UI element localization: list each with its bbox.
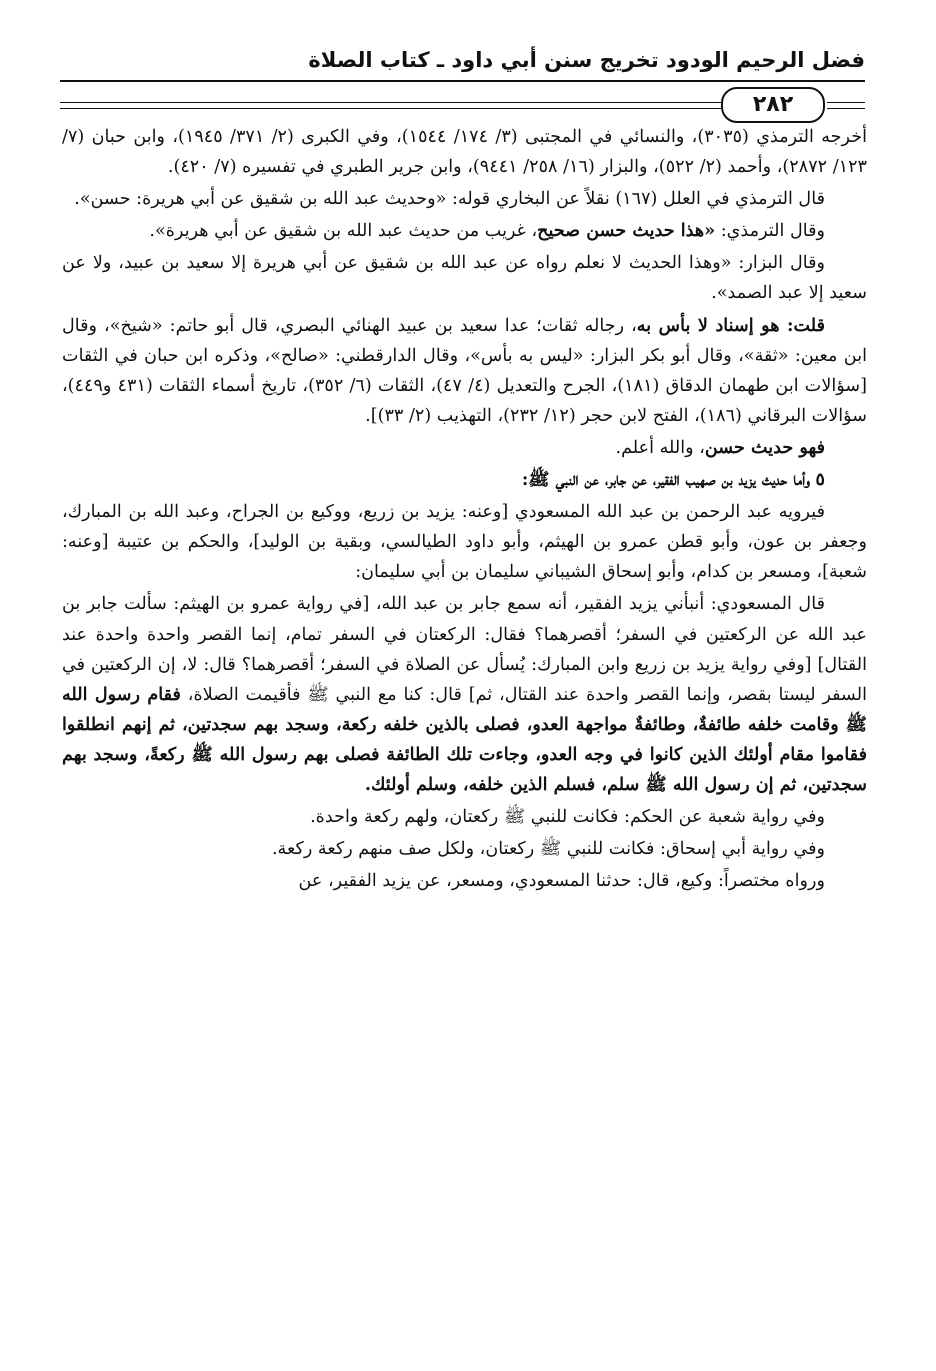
section-heading-text: وأما حديث يزيد بن صهيب الفقير، عن جابر، عن النبي ﷺ: xyxy=(521,469,810,491)
paragraph-bold-text: قلت: هو إسناد لا بأس به xyxy=(636,314,825,336)
header-rule xyxy=(60,80,865,82)
paragraph-text: أخرجه الترمذي (٣٠٣٥)، والنسائي في المجتبى (٣/ ١٧٤/ ١٥٤٤)، وفي الكبرى (٢/ ٣٧١/ ١٩٤٥)، وابن حبان (٧/ ١٢٣/ ٢٨٧٢)، وأحمد (٢/ ٥٢٢)، والبزار (١٦/ ٢٥٨/ ٩٤٤١)، وابن جرير الطبري في تفسيره (٧/ ٤٢٠). xyxy=(62,127,868,178)
paragraph-text: قال الترمذي في العلل (١٦٧) نقلاً عن البخاري قوله: «وحديث عبد الله بن شقيق عن أبي هريرة: حسن». xyxy=(74,189,825,210)
paragraph-takhrij xyxy=(62,122,867,182)
bullet-icon: ٥ xyxy=(815,469,825,491)
paragraph-narrators xyxy=(62,497,867,587)
paragraph-masudi-hadith xyxy=(62,589,867,800)
body-text xyxy=(62,122,867,898)
paragraph-text: وقال البزار: «وهذا الحديث لا نعلم رواه عن عبد الله بن شقيق عن أبي هريرة إلا سعيد بن عبيد، ولا عن سعيد إلا عبد الصمد». xyxy=(62,253,867,304)
paragraph-bold-text: فقام رسول الله ﷺ وقامت خلفه طائفةٌ، وطائفةٌ مواجهة العدو، فصلى بالذين خلفه ركعة، وسجد بهم سجدتين، ثم إنهم انطلقوا فقاموا مقام أولئك الذين كانوا في وجه العدو، وجاءت تلك الطائفة فصلى بهم رسول الله ﷺ ركعةً، وسجد بهم سجدتين، ثم إن رسول الله ﷺ سلم، فسلم الذين خلفه، وسلم أولئك. xyxy=(62,683,867,795)
paragraph-text: ، غريب من حديث عبد الله بن شقيق عن أبي هريرة». xyxy=(149,221,538,242)
page-number-ornament xyxy=(60,87,865,121)
page-number: ٢٨٢ xyxy=(721,87,825,123)
paragraph-text: فيرويه عبد الرحمن بن عبد الله المسعودي [وعنه: يزيد بن زريع، ووكيع بن الجراح، وعبد الله بن المبارك، وجعفر بن عون، وأبو قطن عمرو بن الهيثم، وأبو داود الطيالسي، وبقية بن الوليد]، والحكم بن عتيبة [وعنه: شعبة]، ومسعر بن كدام، وأبو إسحاق الشيباني سليمان بن أبي سليمان: xyxy=(62,502,867,583)
paragraph-bold-text: «هذا حديث حسن صحيح xyxy=(537,220,716,242)
paragraph-text: وفي رواية شعبة عن الحكم: فكانت للنبي ﷺ ركعتان، ولهم ركعة واحدة. xyxy=(310,807,825,828)
running-header xyxy=(60,42,865,117)
paragraph-tirmidhi-grade xyxy=(62,216,867,246)
paragraph-text: وقال الترمذي: xyxy=(715,221,825,242)
paragraph-conclusion xyxy=(62,433,867,463)
ornament-line-right xyxy=(827,102,865,109)
paragraph-text: وفي رواية أبي إسحاق: فكانت للنبي ﷺ ركعتان، ولكل صف منهم ركعة ركعة. xyxy=(271,839,825,860)
paragraph-waki xyxy=(62,866,867,896)
paragraph-tirmidhi-ilal xyxy=(62,184,867,214)
paragraph-text: قال المسعودي: أنبأني يزيد الفقير، أنه سمع جابر بن عبد الله، [في رواية عمرو بن الهيثم: سألت جابر بن عبد الله عن الركعتين في السفر؛ أقصرهما؟ فقال: الركعتان في السفر تمام، إنما القصر واحدة واحدة عند القتال] [وفي رواية يزيد بن زريع وابن المبارك: يُسأل عن الصلاة في السفر؛ أقصرهما؟ قال: لا، إن الركعتين في السفر ليستا بقصر، وإنما القصر واحدة عند القتال، ثم] قال: كنا مع النبي ﷺ فأقيمت الصلاة، xyxy=(62,594,867,705)
paragraph-abu-ishaq-riwaya xyxy=(62,834,867,864)
paragraph-bazzar xyxy=(62,248,867,308)
header-title: فضل الرحيم الودود تخريج سنن أبي داود ـ كتاب الصلاة xyxy=(308,48,865,72)
paragraph-bold-text: فهو حديث حسن xyxy=(704,436,825,458)
paragraph-text: ، والله أعلم. xyxy=(615,437,705,458)
section-heading-jabir xyxy=(62,465,867,495)
paragraph-shuba-riwaya xyxy=(62,802,867,832)
paragraph-text: ورواه مختصراً: وكيع، قال: حدثنا المسعودي، ومسعر، عن يزيد الفقير، عن xyxy=(298,871,825,892)
paragraph-author-note xyxy=(62,311,867,431)
ornament-line-left xyxy=(60,102,725,109)
paragraph-text: ، رجاله ثقات؛ عدا سعيد بن عبيد الهنائي البصري، قال أبو حاتم: «شيخ»، وقال ابن معين: «ثقة»، وقال أبو بكر البزار: «ليس به بأس»، وقال الدارقطني: «صالح»، وذكره ابن حبان في الثقات [سؤالات ابن طهمان الدقاق (١٨١)، الجرح والتعديل (٤/ ٤٧)، الثقات (٦/ ٣٥٢)، تاريخ أسماء الثقات (٤٣١ و٤٤٩)، سؤالات البرقاني (١٨٦)، الفتح لابن حجر (١٢/ ٢٣٢)، التهذيب (٢/ ٣٣)]. xyxy=(62,315,867,426)
